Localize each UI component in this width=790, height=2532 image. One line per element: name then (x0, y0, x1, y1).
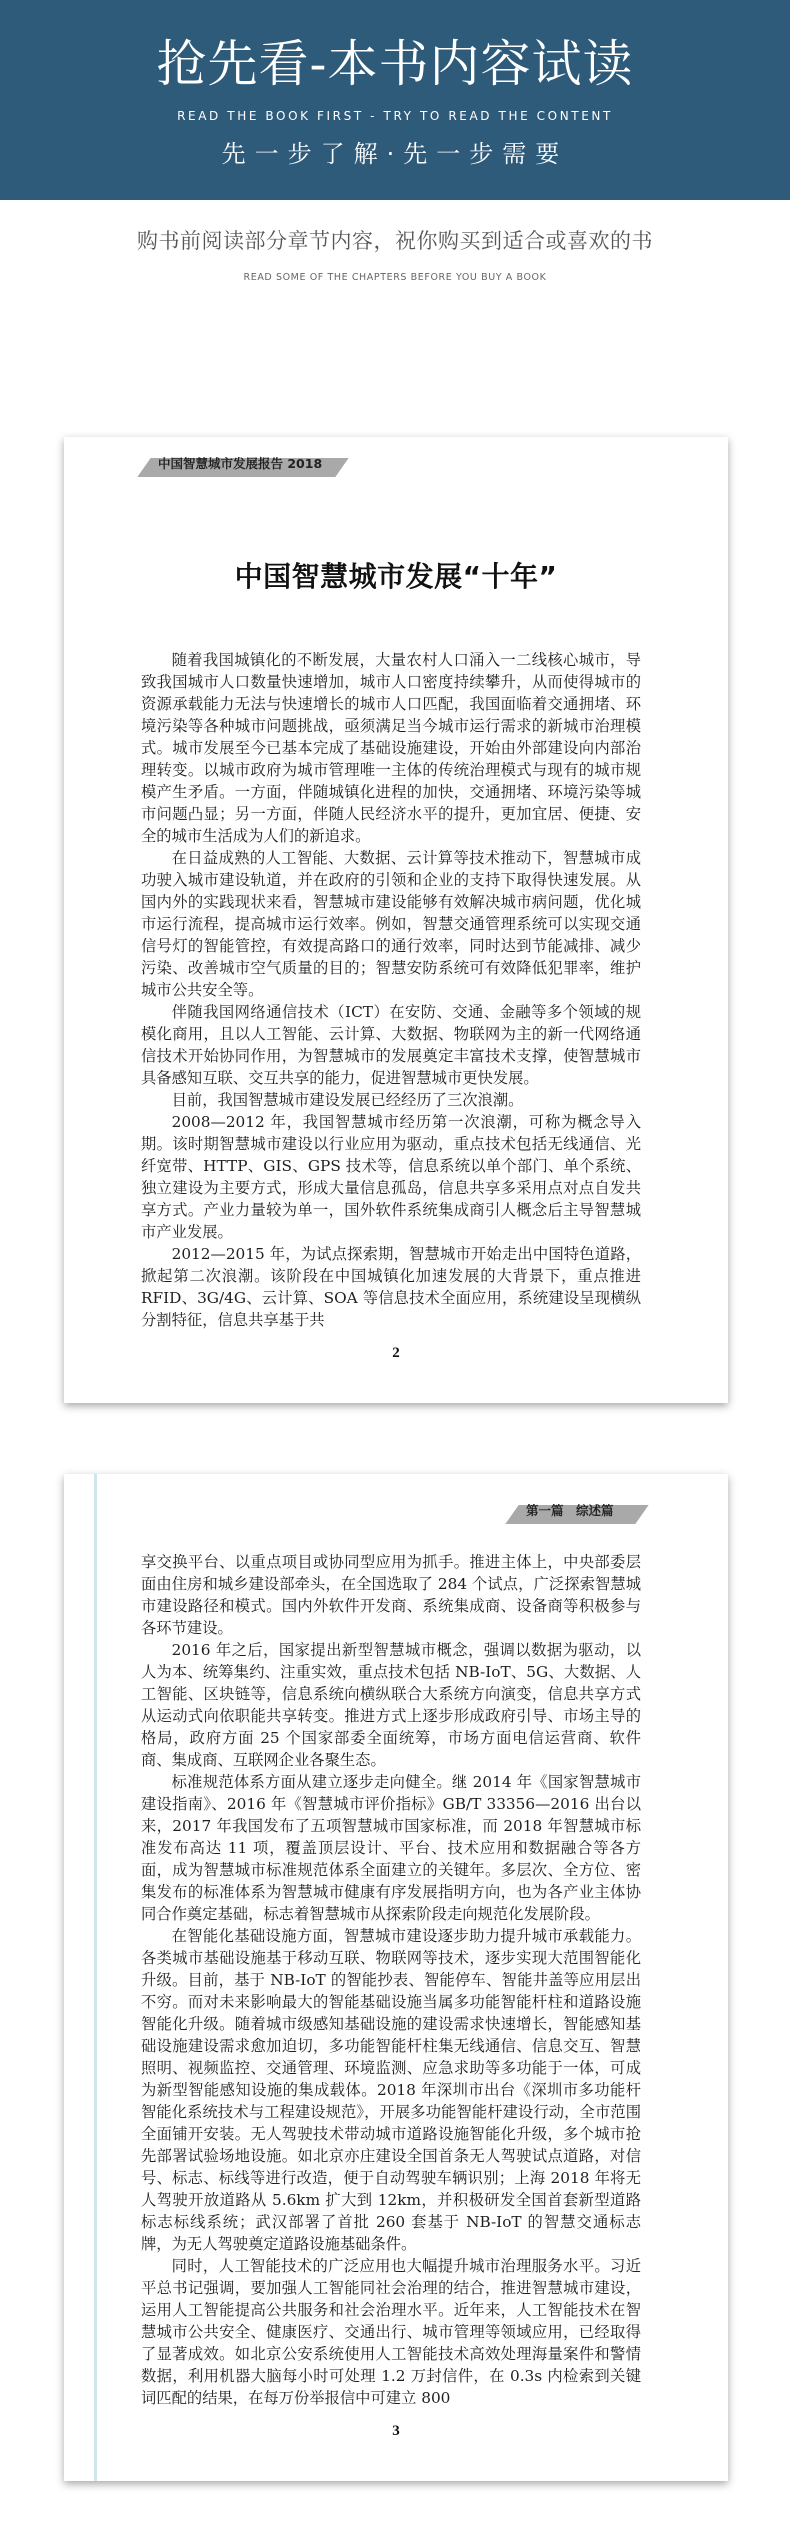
banner (0, 0, 790, 200)
page-body (141, 1551, 641, 2409)
running-header (512, 1501, 642, 1521)
paragraph: 标准规范体系方面从建立逐步走向健全。继 2014 年《国家智慧城市建设指南》、2016 年《智慧城市评价指标》GB/T 33356—2016 出台以来，2017 年我国发布了五项智慧城市国家标准，而 2018 年智慧城市标准发布高达 11 项，覆盖顶层设计、平台、技术应用和数据融合等各方面，成为智慧城市标准规范体系全面建立的关键年。多层次、全方位、密集发布的标准体系为智慧城市健康有序发展指明方向，也为各产业主体协同合作奠定基础，标志着智慧城市从探索阶段走向规范化发展阶段。 (141, 1773, 641, 1923)
paragraph: 2016 年之后，国家提出新型智慧城市概念，强调以数据为驱动，以人为本、统筹集约、注重实效，重点技术包括 NB-IoT、5G、大数据、人工智能、区块链等，信息系统向横纵联合大系统方向演变，信息共享方式从运动式向依职能共享转变。推进方式上逐步形成政府引导、市场主导的格局，政府方面 25 个国家部委全面统筹，市场方面电信运营商、软件商、集成商、互联网企业各聚生态。 (141, 1641, 641, 1769)
page-number: 2 (392, 1345, 400, 1361)
paragraph: 伴随我国网络通信技术（ICT）在安防、交通、金融等多个领域的规模化商用，且以人工智能、云计算、大数据、物联网为主的新一代网络通信技术开始协同作用，为智慧城市的发展奠定丰富技术支撑，使智慧城市具备感知互联、交互共享的能力，促进智慧城市更快发展。 (141, 1003, 641, 1087)
paragraph: 2008—2012 年，我国智慧城市经历第一次浪潮，可称为概念导入期。该时期智慧城市建设以行业应用为驱动，重点技术包括无线通信、光纤宽带、HTTP、GIS、GPS 技术等，信息系统以单个部门、单个系统、独立建设为主要方式，形成大量信息孤岛，信息共享多采用点对点自发共享方式。产业力量较为单一，国外软件系统集成商引人概念后主导智慧城市产业发展。 (141, 1113, 641, 1241)
paragraph: 同时，人工智能技术的广泛应用也大幅提升城市治理服务水平。习近平总书记强调，要加强人工智能同社会治理的结合，推进智慧城市建设，运用人工智能提高公共服务和社会治理水平。近年来，人工智能技术在智慧城市公共安全、健康医疗、交通出行、城市管理等领域应用，已经取得了显著成效。如北京公安系统使用人工智能技术高效处理海量案件和警情数据，利用机器大脑每小时可处理 1.2 万封信件，在 0.3s 内检索到关键词匹配的结果，在每万份举报信中可建立 800 (141, 2257, 641, 2407)
binding-edge (94, 1474, 97, 2481)
book-page-2 (64, 437, 728, 1403)
paragraph: 2012—2015 年，为试点探索期，智慧城市开始走出中国特色道路，掀起第二次浪潮。该阶段在中国城镇化加速发展的大背景下，重点推进 RFID、3G/4G、云计算、SOA 等信息技术全面应用，系统建设呈现横纵分割特征，信息共享基于共 (141, 1245, 641, 1329)
intro-english: READ SOME OF THE CHAPTERS BEFORE YOU BUY A BOOK (243, 272, 547, 283)
paragraph: 随着我国城镇化的不断发展，大量农村人口涌入一二线核心城市，导致我国城市人口数量快速增加，城市人口密度持续攀升，从而使得城市的资源承载能力无法与快速增长的城市人口匹配，我国面临着交通拥堵、环境污染等各种城市问题挑战，亟须满足当今城市运行需求的新城市治理模式。城市发展至今已基本完成了基础设施建设，开始由外部建设向内部治理转变。以城市政府为城市管理唯一主体的传统治理模式与现有的城市规模产生矛盾。一方面，伴随城镇化进程的加快，交通拥堵、环境污染等城市问题凸显；另一方面，伴随人民经济水平的提升，更加宜居、便捷、安全的城市生活成为人们的新追求。 (141, 651, 641, 845)
chapter-title: 中国智慧城市发展“十年” (234, 560, 558, 593)
page-number: 3 (392, 2423, 400, 2439)
paragraph: 目前，我国智慧城市建设发展已经经历了三次浪潮。 (171, 1091, 524, 1109)
banner-english-subtitle: READ THE BOOK FIRST - TRY TO READ THE CONTENT (177, 109, 613, 123)
paragraph: 在智能化基础设施方面，智慧城市建设逐步助力提升城市承载能力。各类城市基础设施基于移动互联、物联网等技术，逐步实现大范围智能化升级。目前，基于 NB-IoT 的智能抄表、智能停车、智能井盖等应用层出不穷。而对未来影响最大的智能基础设施当属多功能智能杆柱和道路设施智能化升级。随着城市级感知基础设施的建设需求快速增长，智能感知基础设施建设需求愈加迫切，多功能智能杆柱集无线通信、信息交互、智慧照明、视频监控、交通管理、环境监测、应急求助等多功能于一体，可成为新型智能感知设施的集成载体。2018 年深圳市出台《深圳市多功能杆智能化系统技术与工程建设规范》，开展多功能智能杆建设行动，全市范围全面铺开安装。无人驾驶技术带动城市道路设施智能化升级，多个城市抢先部署试验场地设施。如北京亦庄建设全国首条无人驾驶试点道路，对信号、标志、标线等进行改造，便于自动驾驶车辆识别；上海 2018 年将无人驾驶开放道路从 5.6km 扩大到 12km，并积极研发全国首套新型道路标志标线系统；武汉部署了首批 260 套基于 NB-IoT 的智慧交通标志牌，为无人驾驶奠定道路设施基础条件。 (141, 1927, 641, 2253)
running-header (144, 454, 342, 474)
book-page-3 (64, 1474, 728, 2481)
running-header-text: 中国智慧城市发展报告 2018 (158, 456, 323, 471)
book-pages (64, 437, 728, 2481)
banner-title: 抢先看-本书内容试读 (156, 35, 634, 93)
paragraph: 享交换平台、以重点项目或协同型应用为抓手。推进主体上，中央部委层面由住房和城乡建设部牵头，在全国选取了 284 个试点，广泛探索智慧城市建设路径和模式。国内外软件开发商、系统集成商、设备商等积极参与各环节建设。 (141, 1553, 641, 1637)
paragraph: 在日益成熟的人工智能、大数据、云计算等技术推动下，智慧城市成功驶入城市建设轨道，并在政府的引领和企业的支持下取得快速发展。从国内外的实践现状来看，智慧城市建设能够有效解决城市病问题，优化城市运行流程，提高城市运行效率。例如，智慧交通管理系统可以实现交通信号灯的智能管控，有效提高路口的通行效率，同时达到节能减排、减少污染、改善城市空气质量的目的；智慧安防系统可有效降低犯罪率，维护城市公共安全等。 (141, 849, 641, 999)
banner-slogan: 先一步了解·先一步需要 (221, 140, 569, 168)
running-header-text: 第一篇 综述篇 (526, 1503, 614, 1518)
intro-text: 购书前阅读部分章节内容，祝你购买到适合或喜欢的书 (137, 229, 653, 253)
page-body (141, 649, 641, 1331)
